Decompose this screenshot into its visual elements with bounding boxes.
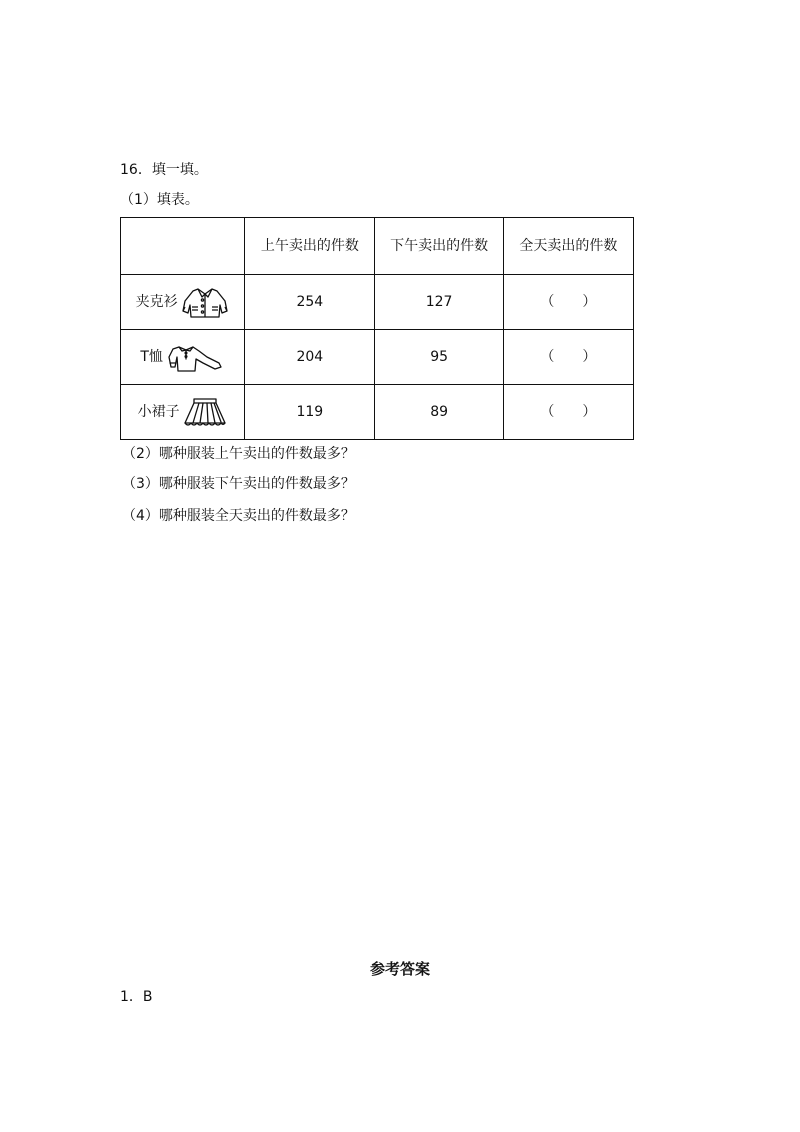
item-label: 夹克衫 xyxy=(135,294,178,310)
allday-blank[interactable] xyxy=(503,275,633,330)
morning-count: 254 xyxy=(245,275,375,330)
question-part-2: （2）哪种服装上午卖出的件数最多？ xyxy=(122,446,355,462)
table-row xyxy=(121,330,634,385)
paren-left: （ xyxy=(540,349,555,365)
paren-right: ） xyxy=(582,349,597,365)
paren-left: （ xyxy=(540,294,555,310)
question-part-3: （3）哪种服装下午卖出的件数最多？ xyxy=(122,476,355,492)
answers-heading: 参考答案 xyxy=(369,960,430,978)
question-part-1: （1）填表。 xyxy=(120,192,199,208)
table-row xyxy=(121,275,634,330)
morning-count: 119 xyxy=(245,385,375,440)
item-cell xyxy=(121,385,245,440)
table-header-row xyxy=(121,218,634,275)
header-morning: 上午卖出的件数 xyxy=(245,218,375,275)
header-afternoon: 下午卖出的件数 xyxy=(375,218,503,275)
skirt-icon xyxy=(182,395,228,429)
allday-blank[interactable] xyxy=(503,385,633,440)
paren-right: ） xyxy=(582,404,597,420)
answer-item-1: 1．B xyxy=(120,989,153,1005)
table-row xyxy=(121,385,634,440)
item-cell xyxy=(121,275,245,330)
paren-right: ） xyxy=(582,294,597,310)
item-label: T恤 xyxy=(140,349,163,365)
morning-count: 204 xyxy=(245,330,375,385)
paren-left: （ xyxy=(540,404,555,420)
jacket-icon xyxy=(180,285,230,319)
afternoon-count: 95 xyxy=(375,330,503,385)
header-empty xyxy=(121,218,245,275)
afternoon-count: 89 xyxy=(375,385,503,440)
question-title: 16．填一填。 xyxy=(120,162,208,178)
header-allday: 全天卖出的件数 xyxy=(503,218,633,275)
afternoon-count: 127 xyxy=(375,275,503,330)
tshirt-icon xyxy=(165,341,225,373)
allday-blank[interactable] xyxy=(503,330,633,385)
sales-table xyxy=(120,217,634,440)
item-label: 小裙子 xyxy=(137,404,180,420)
question-part-4: （4）哪种服装全天卖出的件数最多？ xyxy=(122,508,355,524)
item-cell xyxy=(121,330,245,385)
